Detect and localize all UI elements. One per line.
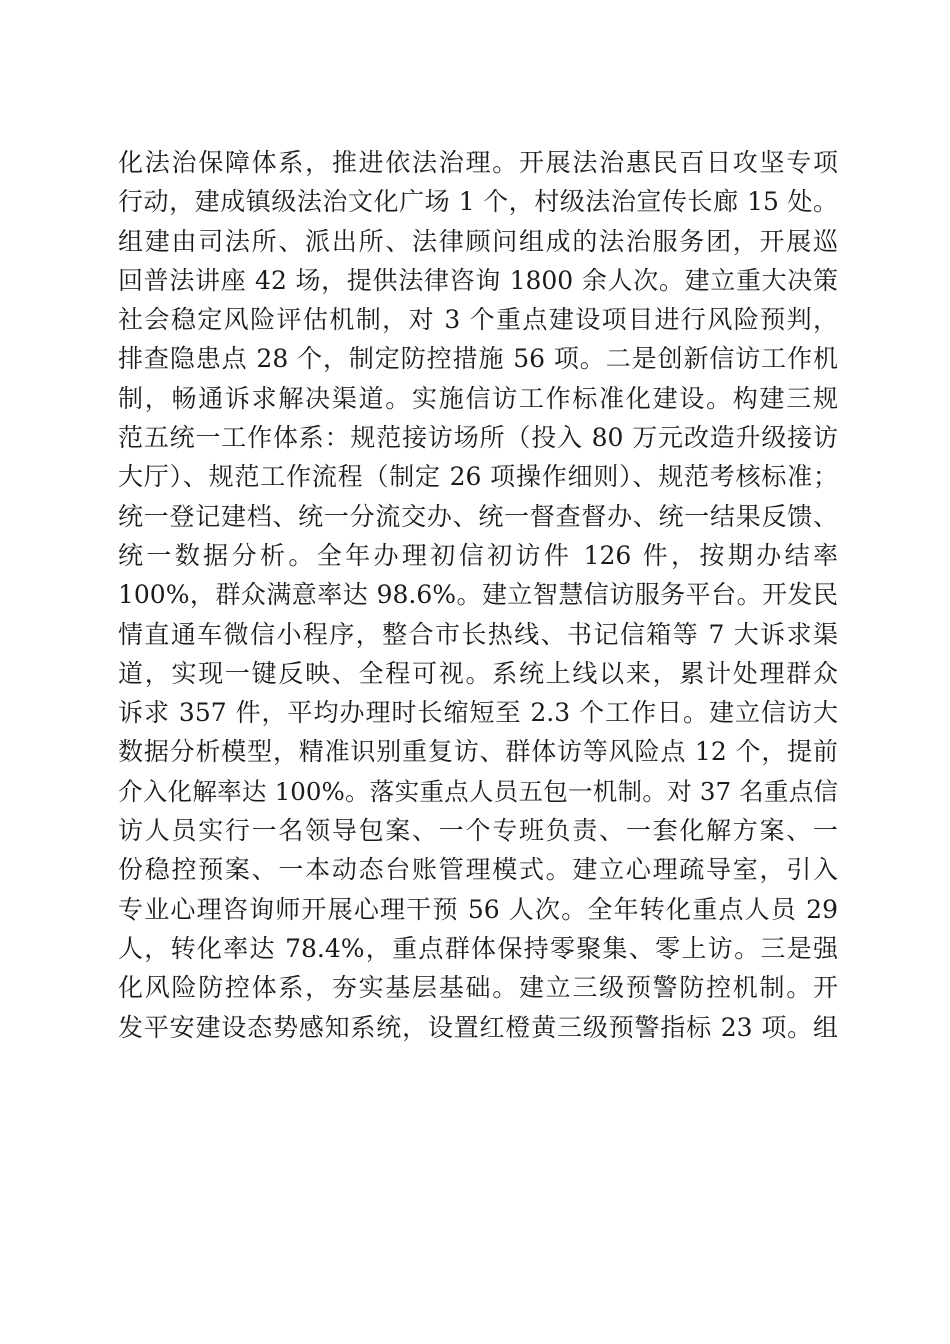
text-line: 社会稳定风险评估机制，对 3 个重点建设项目进行风险预判， [118, 305, 838, 335]
text-line: 大厅）、规范工作流程（制定 26 项操作细则）、规范考核标准； [118, 462, 838, 492]
text-line: 专业心理咨询师开展心理干预 56 人次。全年转化重点人员 29 [118, 894, 838, 924]
text-line: 人，转化率达 78.4%，重点群体保持零聚集、零上访。三是强 [118, 933, 838, 963]
text-line: 范五统一工作体系：规范接访场所（投入 80 万元改造升级接访 [118, 423, 838, 453]
text-line: 化法治保障体系，推进依法治理。开展法治惠民百日攻坚专项 [118, 148, 838, 177]
text-line: 访人员实行一名领导包案、一个专班负责、一套化解方案、一 [118, 816, 838, 846]
body-paragraph [118, 143, 838, 1047]
text-line: 制，畅通诉求解决渠道。实施信访工作标准化建设。构建三规 [118, 383, 838, 413]
text-line: 数据分析模型，精准识别重复访、群体访等风险点 12 个，提前 [118, 737, 838, 767]
text-line: 份稳控预案、一本动态台账管理模式。建立心理疏导室，引入 [118, 855, 838, 885]
text-line: 道，实现一键反映、全程可视。系统上线以来，累计处理群众 [118, 658, 838, 688]
text-line: 组建由司法所、派出所、法律顾问组成的法治服务团，开展巡 [118, 226, 838, 256]
text-line: 统一数据分析。全年办理初信初访件 126 件，按期办结率 [118, 540, 838, 570]
text-line: 诉求 357 件，平均办理时长缩短至 2.3 个工作日。建立信访大 [118, 698, 838, 728]
text-line: 情直通车微信小程序，整合市长热线、书记信箱等 7 大诉求渠 [118, 619, 838, 649]
text-line: 100%，群众满意率达 98.6%。建立智慧信访服务平台。开发民 [118, 580, 838, 610]
text-line: 发平安建设态势感知系统，设置红橙黄三级预警指标 23 项。组 [118, 1012, 838, 1042]
text-line: 介入化解率达 100%。落实重点人员五包一机制。对 37 名重点信 [118, 776, 838, 806]
text-line: 行动，建成镇级法治文化广场 1 个，村级法治宣传长廊 15 处。 [118, 187, 838, 217]
text-line: 化风险防控体系，夯实基层基础。建立三级预警防控机制。开 [118, 973, 838, 1003]
text-line: 统一登记建档、统一分流交办、统一督查督办、统一结果反馈、 [118, 501, 838, 531]
text-line: 回普法讲座 42 场，提供法律咨询 1800 余人次。建立重大决策 [118, 265, 838, 295]
text-line: 排查隐患点 28 个，制定防控措施 56 项。二是创新信访工作机 [118, 344, 838, 374]
